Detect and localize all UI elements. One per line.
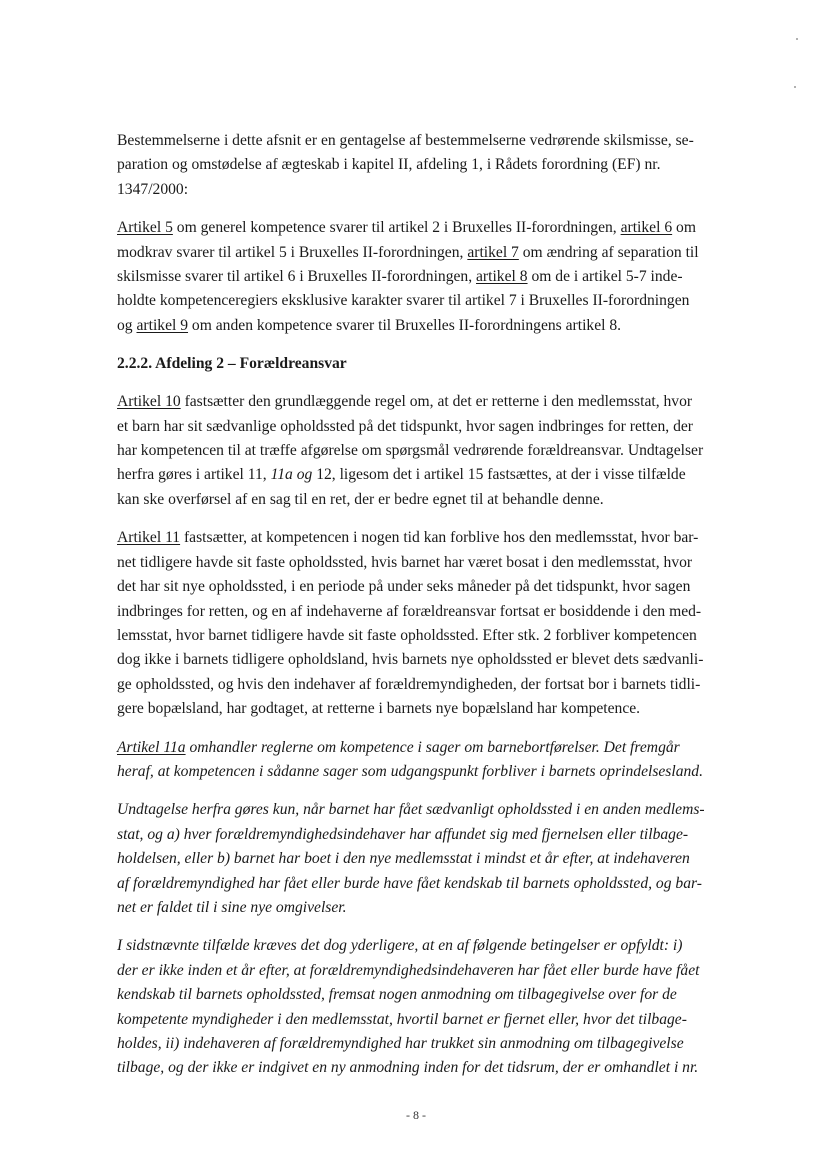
scan-speck — [796, 38, 798, 40]
paragraph-conditions: I sidstnævnte tilfælde kræves det dog yderligere, at en af følgende betingelser er opfyldt: i) der er ikke inden et år efter, at forældremyndighedsindehaveren har fået eller burde have fået kendskab til barnets opholdssted, fremsat nogen anmodning om tilbagegivelse over for de kompetente myndigheder i den medlemsstat, hvortil barnet er fjernet eller, hvor det tilbage- holdes, ii) indehaveren af forældremyndighed har trukket sin anmodning om tilbagegivelse tilbage, og der ikke er indgivet en ny anmodning inden for det tidsrum, der er omhandlet i nr. — [117, 937, 700, 1077]
paragraph-article-11a: Artikel 11a omhandler reglerne om kompetence i sager om barnebortførelser. Det fremgår heraf, at kompetencen i sådanne sager som udgangspunkt forbliver i barnets oprindelsesland. — [117, 738, 703, 780]
article-10-link[interactable]: Artikel 10 — [117, 393, 181, 411]
article-6-link[interactable]: artikel 6 — [620, 219, 673, 237]
paragraph-exception: Undtagelse herfra gøres kun, når barnet har fået sædvanligt opholdssted i en anden medlems- stat, og a) hver forældremyndighedsindehaver har affundet sig med fjernelsen eller tilbage- holdelsen, eller b) barnet har boet i den nye medlemsstat i mindst et år efter, at indehaveren af forældremyndighed har fået eller burde have fået kendskab til barnets opholdssted, og bar- net er faldet til i sine nye omgivelser. — [117, 801, 705, 916]
section-heading: 2.2.2. Afdeling 2 – Forældreansvar — [117, 355, 347, 373]
scan-speck — [794, 86, 796, 88]
article-5-link[interactable]: Artikel 5 — [117, 219, 173, 237]
page-number: - 8 - — [406, 1108, 426, 1122]
article-7-link[interactable]: artikel 7 — [467, 243, 519, 261]
article-9-link[interactable]: artikel 9 — [136, 316, 189, 334]
article-11-link[interactable]: Artikel 11 — [117, 529, 181, 547]
document-page — [117, 129, 747, 1081]
article-11a-link[interactable]: Artikel 11a — [117, 738, 186, 756]
article-8-link[interactable]: artikel 8 — [476, 268, 528, 286]
paragraph-articles-5-9: Artikel 5 om generel kompetence svarer til artikel 2 i Bruxelles II-forordningen, artikel 6 om modkrav svarer til artikel 5 i Bruxelles II-forordningen, artikel 7 om ændring af separation til skilsmisse svarer til artikel 6 i Bruxelles II-forordningen, artikel 8 om de i artikel 5-7 inde- holdte kompetenceregiers eksklusive karakter svarer til artikel 7 i Bruxelles II-forordningen og artikel 9 om anden kompetence svarer til Bruxelles II-forordningens artikel 8. — [117, 219, 699, 334]
paragraph-article-10: Artikel 10 fastsætter den grundlæggende regel om, at det er retterne i den medlemsstat, hvor et barn har sit sædvanlige opholdssted på det tidspunkt, hvor sagen indbringes for retten, der har kompetencen til at træffe afgørelse om spørgsmål vedrørende forældreansvar. Undtagelser herfra gøres i artikel 11, 11a og 12, ligesom det i artikel 15 fastsættes, at der i visse tilfælde kan ske overførsel af en sag til en ret, der er bedre egnet til at behandle denne. — [117, 393, 704, 508]
paragraph-article-11: Artikel 11 fastsætter, at kompetencen i nogen tid kan forblive hos den medlemsstat, hvor bar- net tidligere havde sit faste opholdssted, hvis barnet har været bosat i den medlemsstat, hvor det har sit nye opholdssted, i en periode på under seks måneder på det tidspunkt, hvor sagen indbringes for retten, og en af indehaverne af forældreansvar fortsat er bosiddende i den med- lemsstat, hvor barnet tidligere havde sit faste opholdssted. Efter stk. 2 forbliver kompetencen dog ikke i barnets tidligere opholdsland, hvis barnets nye opholdssted er blevet dets sædvanli- ge opholdssted, og hvis den indehaver af forældremyndigheden, der fortsat bor i barnets tidli- gere bopælsland, har godtaget, at retterne i barnets nye bopælsland har kompetence. — [117, 529, 704, 718]
paragraph-intro: Bestemmelserne i dette afsnit er en gentagelse af bestemmelserne vedrørende skilsmisse, se- paration og omstødelse af ægteskab i kapitel II, afdeling 1, i Rådets forordning (EF) nr. 1347/2000: — [117, 132, 694, 198]
